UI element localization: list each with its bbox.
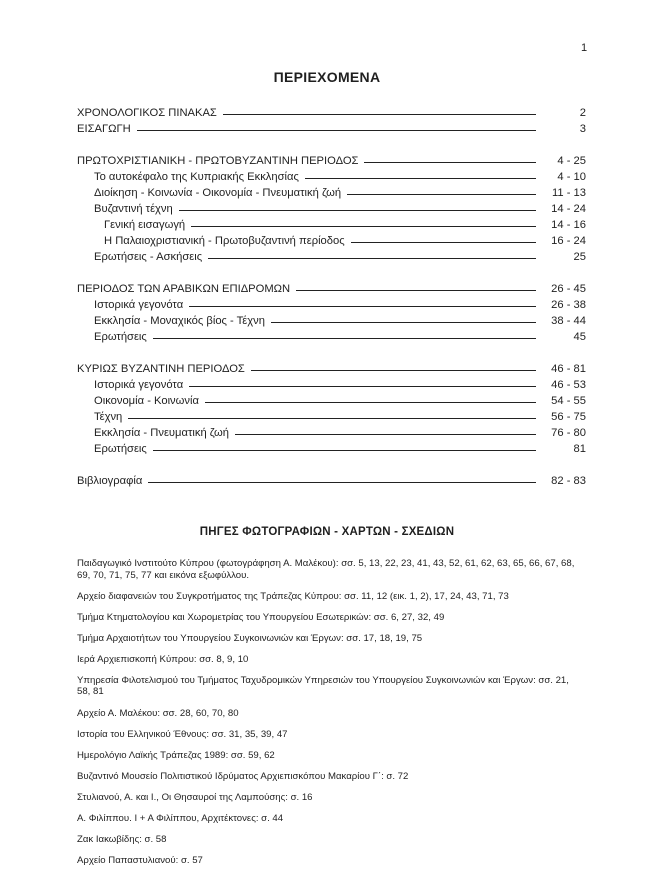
leader-line: [296, 290, 536, 291]
toc-label: Εκκλησία - Πνευματική ζωή: [94, 427, 229, 439]
toc-entry: [77, 423, 586, 439]
toc-label: Το αυτοκέφαλο της Κυπριακής Εκκλησίας: [94, 171, 299, 183]
leader-line: [271, 322, 536, 323]
source-item: Ιστορία του Ελληνικού Έθνους: σσ. 31, 35, 39, 47: [77, 728, 288, 740]
leader-line: [351, 242, 536, 243]
toc-entry: [77, 247, 586, 263]
toc-label: Τέχνη: [94, 411, 123, 423]
source-item: Τμήμα Αρχαιοτήτων του Υπουργείου Συγκοινωνιών και Έργων: σσ. 17, 18, 19, 75: [77, 632, 423, 644]
source-item: Στυλιανού, Α. και Ι., Οι Θησαυροί της Λαμπούσης: σ. 16: [77, 791, 313, 803]
source-item: Βυζαντινό Μουσείο Πολιτιστικού Ιδρύματος Αρχιεπισκόπου Μακαρίου Γ΄: σ. 72: [77, 770, 409, 782]
toc-label: Ιστορικά γεγονότα: [94, 299, 184, 311]
toc-label: Οικονομία - Κοινωνία: [94, 395, 199, 407]
toc-label: Ερωτήσεις: [94, 443, 147, 455]
toc-pages: 81: [573, 443, 586, 455]
toc-entry: [77, 407, 586, 423]
toc-entry: [77, 391, 586, 407]
toc-pages: 45: [573, 331, 586, 343]
toc-entry: [77, 439, 586, 455]
leader-line: [364, 162, 536, 163]
toc-pages: 26 - 38: [551, 299, 586, 311]
toc-entry: [77, 103, 586, 119]
leader-line: [189, 306, 536, 307]
toc-entry: [77, 215, 586, 231]
toc-pages: 54 - 55: [551, 395, 586, 407]
sources-heading: ΠΗΓΕΣ ΦΩΤΟΓΡΑΦΙΩΝ - ΧΑΡΤΩΝ - ΣΧΕΔΙΩΝ: [199, 526, 455, 538]
leader-line: [305, 178, 536, 179]
toc-entry: [77, 183, 586, 199]
toc-label: Ιστορικά γεγονότα: [94, 379, 184, 391]
toc-entry: [77, 119, 586, 135]
toc-pages: 46 - 53: [551, 379, 586, 391]
leader-line: [347, 194, 536, 195]
toc-entry: [77, 151, 586, 167]
toc-pages: 82 - 83: [551, 475, 586, 487]
source-item: Αρχείο Παπαστυλιανού: σ. 57: [77, 855, 203, 867]
source-item: Ζακ Ιακωβίδης: σ. 58: [77, 834, 167, 846]
toc-pages: 3: [579, 123, 586, 135]
toc-entry: [77, 231, 586, 247]
leader-line: [179, 210, 536, 211]
toc-pages: 4 - 25: [557, 155, 586, 167]
toc-entry: [77, 295, 586, 311]
leader-line: [128, 418, 536, 419]
toc-label: ΠΡΩΤΟΧΡΙΣΤΙΑΝΙΚΗ - ΠΡΩΤΟΒΥΖΑΝΤΙΝΗ ΠΕΡΙΟΔΟΣ: [77, 155, 359, 167]
source-item: Αρχείο Α. Μαλέκου: σσ. 28, 60, 70, 80: [77, 707, 239, 719]
leader-line: [148, 482, 536, 483]
toc-entry: [77, 279, 586, 295]
toc-label: Η Παλαιοχριστιανική - Πρωτοβυζαντινή περίοδος: [104, 235, 345, 247]
toc-label: ΧΡΟΝΟΛΟΓΙΚΟΣ ΠΙΝΑΚΑΣ: [77, 107, 217, 119]
leader-line: [251, 370, 536, 371]
leader-line: [189, 386, 536, 387]
toc-label: Βυζαντινή τέχνη: [94, 203, 173, 215]
toc-pages: 46 - 81: [551, 363, 586, 375]
toc-label: Βιβλιογραφία: [77, 475, 143, 487]
toc-pages: 4 - 10: [557, 171, 586, 183]
leader-line: [153, 450, 536, 451]
toc-label: ΕΙΣΑΓΩΓΗ: [77, 123, 131, 135]
toc-label: Διοίκηση - Κοινωνία - Οικονομία - Πνευματική ζωή: [94, 187, 342, 199]
leader-line: [208, 258, 536, 259]
toc-pages: 56 - 75: [551, 411, 586, 423]
leader-line: [191, 226, 536, 227]
toc-pages: 2: [579, 107, 586, 119]
toc-entry: [77, 471, 586, 487]
toc-label: Ερωτήσεις: [94, 331, 147, 343]
toc-label: ΚΥΡΙΩΣ ΒΥΖΑΝΤΙΝΗ ΠΕΡΙΟΔΟΣ: [77, 363, 245, 375]
toc-label: Εκκλησία - Μοναχικός βίος - Τέχνη: [94, 315, 265, 327]
leader-line: [223, 114, 536, 115]
toc-label: Γενική εισαγωγή: [104, 219, 186, 231]
toc-label: Ερωτήσεις - Ασκήσεις: [94, 251, 203, 263]
source-item: Υπηρεσία Φιλοτελισμού του Τμήματος Ταχυδρομικών Υπηρεσιών του Υπουργείου Συγκοινωνιών και Έργων: σσ. 21, 58, 81: [77, 674, 569, 698]
toc-entry: [77, 311, 586, 327]
toc-pages: 16 - 24: [551, 235, 586, 247]
toc-pages: 76 - 80: [551, 427, 586, 439]
page-number: 1: [581, 42, 588, 54]
toc-label: ΠΕΡΙΟΔΟΣ ΤΩΝ ΑΡΑΒΙΚΩΝ ΕΠΙΔΡΟΜΩΝ: [77, 283, 291, 295]
source-item: Τμήμα Κτηματολογίου και Χωρομετρίας του Υπουργείου Εσωτερικών: σσ. 6, 27, 32, 49: [77, 611, 445, 623]
sources-list: [77, 558, 582, 876]
source-item: Αρχείο διαφανειών του Συγκροτήματος της Τράπεζας Κύπρου: σσ. 11, 12 (εικ. 1, 2), 17, 24, 43, 71, 73: [77, 590, 509, 602]
toc-pages: 11 - 13: [552, 187, 586, 199]
leader-line: [205, 402, 536, 403]
leader-line: [235, 434, 536, 435]
source-item: Α. Φιλίππου. Ι + Α Φιλίππου, Αρχιτέκτονες: σ. 44: [77, 813, 284, 825]
toc-pages: 14 - 24: [551, 203, 586, 215]
table-of-contents: [77, 103, 586, 487]
leader-line: [153, 338, 536, 339]
page-title: ΠΕΡΙΕΧΟΜΕΝΑ: [273, 69, 381, 85]
toc-entry: [77, 167, 586, 183]
source-item: Παιδαγωγικό Ινστιτούτο Κύπρου (φωτογράφηση Α. Μαλέκου): σσ. 5, 13, 22, 23, 41, 43, 52, 61, 62, 63, 65, 66, 67, 68, 69, 70, 71, 75, 77 και εικόνα εξωφύλλου.: [77, 558, 575, 581]
leader-line: [137, 130, 536, 131]
toc-entry: [77, 327, 586, 343]
source-item: Ιερά Αρχιεπισκοπή Κύπρου: σσ. 8, 9, 10: [77, 653, 249, 665]
toc-entry: [77, 199, 586, 215]
toc-pages: 26 - 45: [551, 283, 586, 295]
source-item: Ημερολόγιο Λαϊκής Τράπεζας 1989: σσ. 59, 62: [77, 749, 275, 761]
toc-entry: [77, 359, 586, 375]
toc-pages: 38 - 44: [551, 315, 586, 327]
toc-pages: 25: [573, 251, 586, 263]
toc-entry: [77, 375, 586, 391]
toc-pages: 14 - 16: [551, 219, 586, 231]
